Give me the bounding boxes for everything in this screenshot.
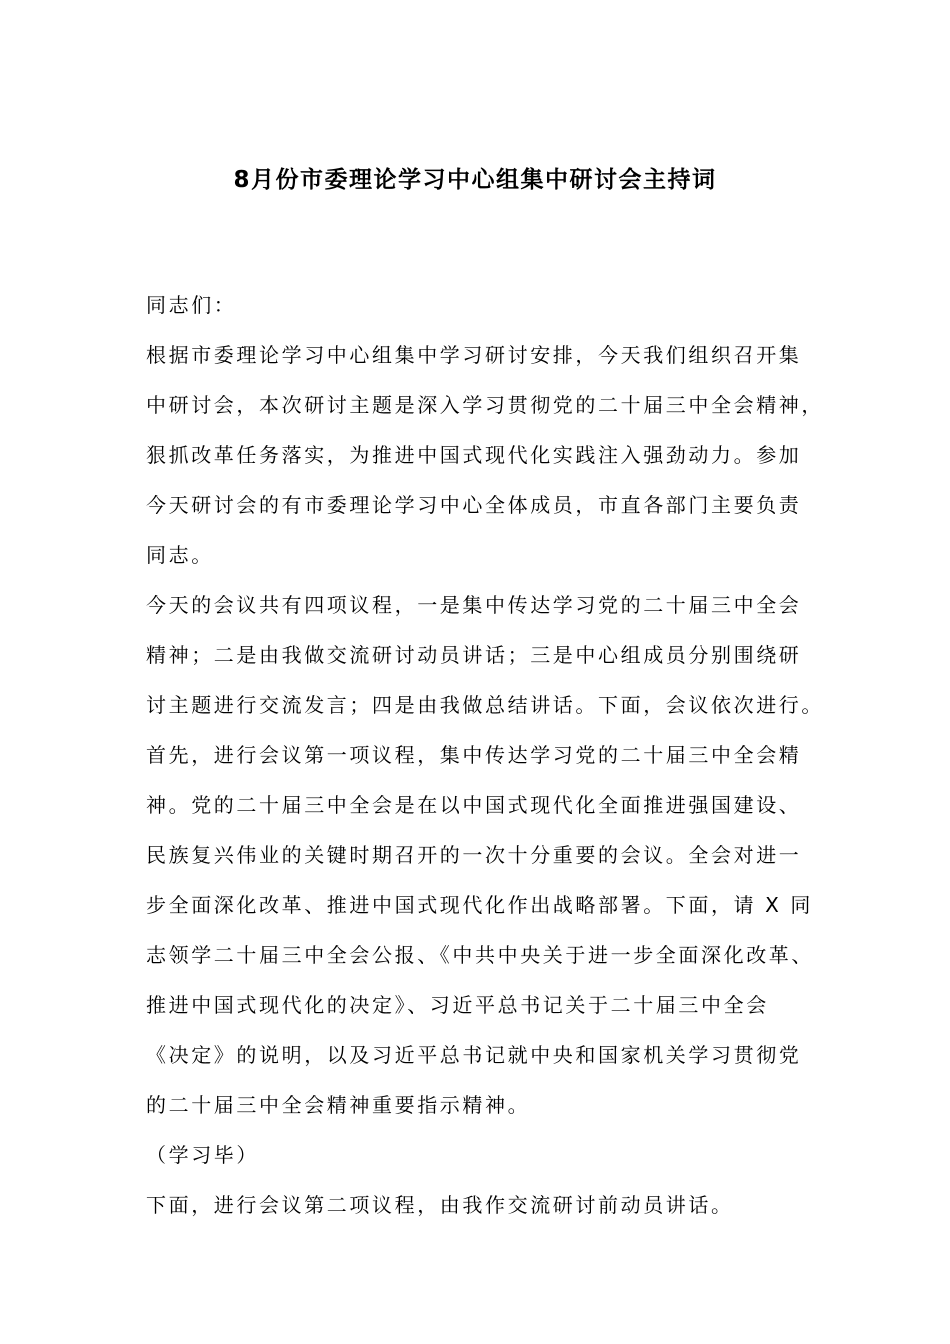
paragraph-line: 中研讨会，本次研讨主题是深入学习贯彻党的二十届三中全会精神， bbox=[146, 393, 824, 417]
paragraph-line: 《决定》的说明，以及习近平总书记就中央和国家机关学习贯彻党 bbox=[146, 1043, 802, 1067]
paragraph-line: 民族复兴伟业的关键时期召开的一次十分重要的会议。全会对进一 bbox=[146, 843, 802, 867]
paragraph-line: 精神；二是由我做交流研讨动员讲话；三是中心组成员分别围绕研 bbox=[146, 643, 802, 667]
paragraph-line: 志领学二十届三中全会公报、《中共中央关于进一步全面深化改革、 bbox=[146, 943, 814, 967]
paragraph-line: 今天研讨会的有市委理论学习中心全体成员，市直各部门主要负责 bbox=[146, 493, 802, 517]
document-title: 8月份市委理论学习中心组集中研讨会主持词 bbox=[233, 167, 717, 193]
paragraph-line: 下面，进行会议第二项议程，由我作交流研讨前动员讲话。 bbox=[146, 1193, 734, 1217]
paragraph-line: 的二十届三中全会精神重要指示精神。 bbox=[146, 1093, 531, 1117]
paragraph-line: 根据市委理论学习中心组集中学习研讨安排，今天我们组织召开集 bbox=[146, 343, 802, 367]
paragraph-line: 狠抓改革任务落实，为推进中国式现代化实践注入强劲动力。参加 bbox=[146, 443, 802, 467]
salutation-line: 同志们： bbox=[146, 293, 237, 317]
paragraph-line: 步全面深化改革、推进中国式现代化作出战略部署。下面，请 X 同 bbox=[146, 893, 814, 917]
stage-note-line: （学习毕） bbox=[146, 1143, 259, 1167]
paragraph-line: 同志。 bbox=[146, 543, 214, 567]
document-body bbox=[146, 280, 836, 1230]
paragraph-line: 今天的会议共有四项议程，一是集中传达学习党的二十届三中全会 bbox=[146, 593, 802, 617]
paragraph-line: 推进中国式现代化的决定》、习近平总书记关于二十届三中全会 bbox=[146, 993, 769, 1017]
paragraph-line: 讨主题进行交流发言；四是由我做总结讲话。下面，会议依次进行。 bbox=[146, 693, 824, 717]
paragraph-line: 神。党的二十届三中全会是在以中国式现代化全面推进强国建设、 bbox=[146, 793, 802, 817]
paragraph-line: 首先，进行会议第一项议程，集中传达学习党的二十届三中全会精 bbox=[146, 743, 802, 767]
